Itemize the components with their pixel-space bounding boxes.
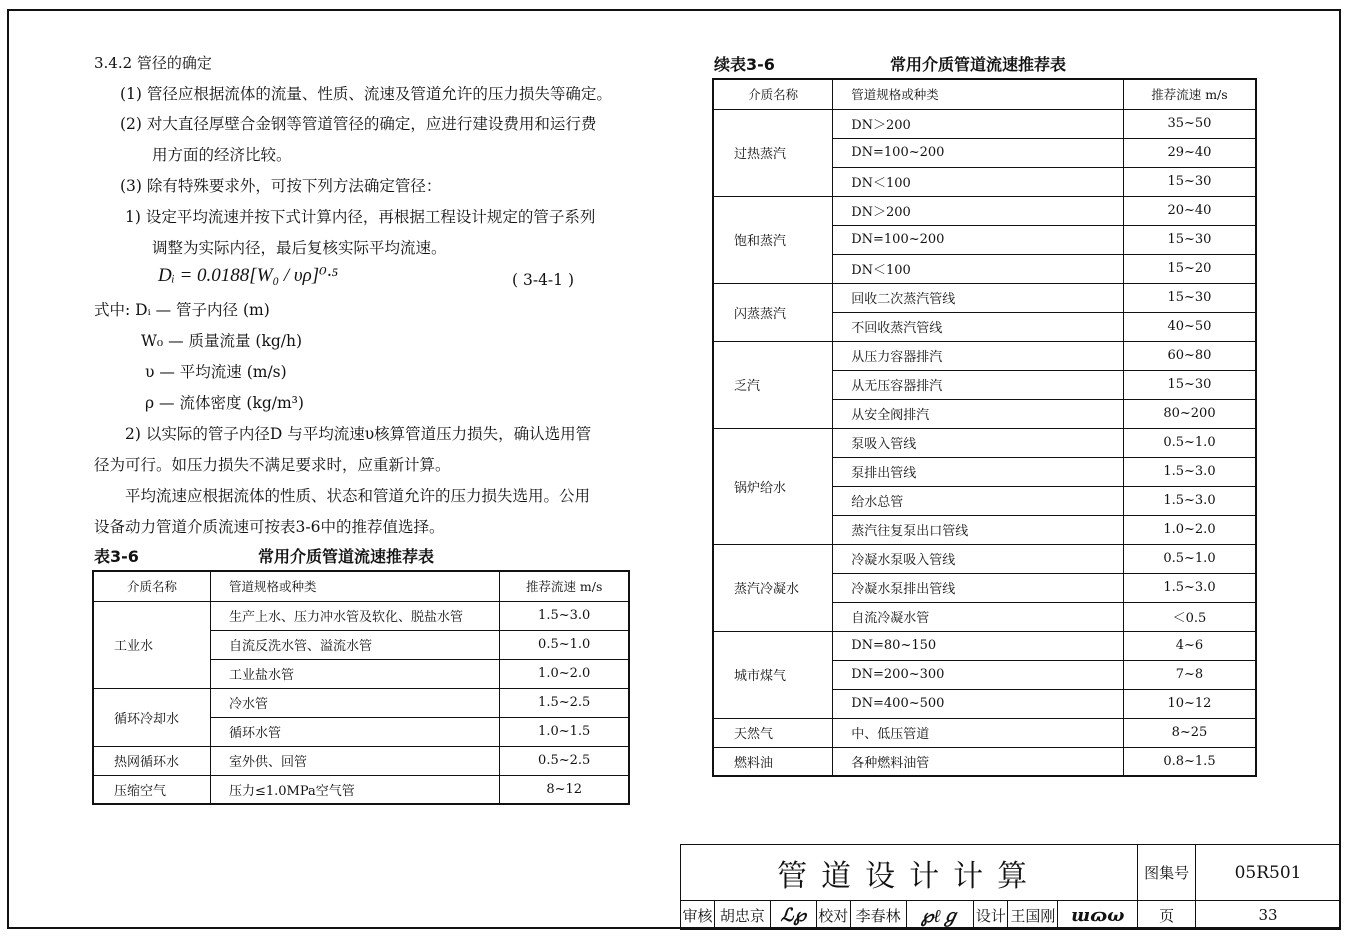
- medium-cell: 蒸汽冷凝水: [713, 544, 833, 631]
- table2: [712, 78, 1257, 777]
- table1-label: 表3-6: [94, 547, 139, 566]
- velocity-cell: 60~80: [1123, 341, 1256, 370]
- spec-cell: 从安全阀排汽: [833, 399, 1124, 428]
- table-header-row: [713, 79, 1256, 109]
- page-label: 页: [1138, 901, 1196, 930]
- where-w0: W₀ — 质量流量 (kg/h): [141, 332, 303, 350]
- medium-cell: 饱和蒸汽: [713, 196, 833, 283]
- table-row: [713, 747, 1256, 776]
- medium-cell: 循环冷却水: [93, 688, 210, 746]
- medium-cell: 工业水: [93, 601, 210, 688]
- velocity-cell: 8~25: [1123, 718, 1256, 747]
- velocity-cell: 0.5~1.0: [1123, 428, 1256, 457]
- velocity-cell: 80~200: [1123, 399, 1256, 428]
- where-v: υ — 平均流速 (m/s): [145, 363, 287, 381]
- paragraph-5b: 径为可行。如压力损失不满足要求时，应重新计算。: [94, 456, 451, 474]
- reviewer-signature: ℒ℘: [770, 901, 816, 930]
- velocity-cell: 40~50: [1123, 312, 1256, 341]
- checker-name: 李春林: [850, 901, 906, 930]
- design-label: 设计: [974, 901, 1008, 930]
- table-header-cell: 管道规格或种类: [210, 571, 499, 601]
- spec-cell: DN=100~200: [833, 138, 1124, 167]
- velocity-cell: 15~30: [1123, 283, 1256, 312]
- table-row: [713, 283, 1256, 312]
- table-row: [713, 631, 1256, 660]
- designer-name: 王国刚: [1008, 901, 1058, 930]
- medium-cell: 热网循环水: [93, 746, 210, 775]
- spec-cell: 各种燃料油管: [833, 747, 1124, 776]
- spec-cell: 生产上水、压力冲水管及软化、脱盐水管: [210, 601, 499, 630]
- where-rho: ρ — 流体密度 (kg/m³): [145, 394, 304, 412]
- spec-cell: 泵吸入管线: [833, 428, 1124, 457]
- medium-cell: 闪蒸蒸汽: [713, 283, 833, 341]
- medium-cell: 乏汽: [713, 341, 833, 428]
- velocity-cell: 1.5~3.0: [1123, 457, 1256, 486]
- spec-cell: DN＜100: [833, 167, 1124, 196]
- spec-cell: 冷凝水泵吸入管线: [833, 544, 1124, 573]
- table-header-cell: 推荐流速 m/s: [1123, 79, 1256, 109]
- checker-signature: ℘ℓℊ: [906, 901, 974, 930]
- check-label: 校对: [816, 901, 850, 930]
- page-number: 33: [1196, 901, 1341, 930]
- velocity-cell: 1.5~3.0: [1123, 573, 1256, 602]
- title-block: [680, 844, 1341, 930]
- velocity-cell: 29~40: [1123, 138, 1256, 167]
- spec-cell: 泵排出管线: [833, 457, 1124, 486]
- spec-cell: 不回收蒸汽管线: [833, 312, 1124, 341]
- table-header-cell: 推荐流速 m/s: [500, 571, 629, 601]
- table-row: [713, 196, 1256, 225]
- medium-cell: 天然气: [713, 718, 833, 747]
- review-label: 审核: [681, 901, 715, 930]
- medium-cell: 锅炉给水: [713, 428, 833, 544]
- paragraph-3: (3) 除有特殊要求外，可按下列方法确定管径：: [120, 177, 442, 195]
- velocity-cell: 1.0~2.0: [500, 659, 629, 688]
- table-header-cell: 介质名称: [713, 79, 833, 109]
- table-row: [713, 428, 1256, 457]
- spec-cell: 工业盐水管: [210, 659, 499, 688]
- velocity-cell: 20~40: [1123, 196, 1256, 225]
- atlas-number: 05R501: [1196, 845, 1341, 901]
- table1-title: 常用介质管道流速推荐表: [258, 547, 435, 566]
- spec-cell: 回收二次蒸汽管线: [833, 283, 1124, 312]
- paragraph-1: (1) 管径应根据流体的流量、性质、流速及管道允许的压力损失等确定。: [120, 85, 612, 103]
- table2-title: 常用介质管道流速推荐表: [890, 55, 1067, 74]
- spec-cell: 给水总管: [833, 486, 1124, 515]
- velocity-cell: 10~12: [1123, 689, 1256, 718]
- spec-cell: DN＜100: [833, 254, 1124, 283]
- spec-cell: DN=80~150: [833, 631, 1124, 660]
- velocity-cell: ＜0.5: [1123, 602, 1256, 631]
- table-header-cell: 管道规格或种类: [833, 79, 1124, 109]
- spec-cell: DN=100~200: [833, 225, 1124, 254]
- velocity-cell: 0.5~1.0: [1123, 544, 1256, 573]
- drawing-title: 管道设计计算: [681, 845, 1138, 901]
- velocity-cell: 4~6: [1123, 631, 1256, 660]
- velocity-cell: 7~8: [1123, 660, 1256, 689]
- reviewer-name: 胡忠京: [714, 901, 770, 930]
- paragraph-6b: 设备动力管道介质流速可按表3-6中的推荐值选择。: [94, 518, 445, 536]
- section-heading: 3.4.2 管径的确定: [94, 54, 212, 72]
- spec-cell: 从压力容器排汽: [833, 341, 1124, 370]
- spec-cell: 冷凝水泵排出管线: [833, 573, 1124, 602]
- spec-cell: DN＞200: [833, 109, 1124, 138]
- formula-number: ( 3-4-1 ): [512, 271, 575, 289]
- table-row: [713, 544, 1256, 573]
- spec-cell: 自流反洗水管、溢流水管: [210, 630, 499, 659]
- medium-cell: 压缩空气: [93, 775, 210, 804]
- paragraph-2b: 用方面的经济比较。: [152, 146, 292, 164]
- paragraph-6a: 平均流速应根据流体的性质、状态和管道允许的压力损失选用。公用: [125, 487, 591, 505]
- medium-cell: 过热蒸汽: [713, 109, 833, 196]
- table-row: [713, 341, 1256, 370]
- velocity-cell: 15~30: [1123, 225, 1256, 254]
- table2-label: 续表3-6: [714, 55, 775, 74]
- spec-cell: 压力≤1.0MPa空气管: [210, 775, 499, 804]
- paragraph-4b: 调整为实际内径，最后复核实际平均流速。: [152, 239, 447, 257]
- atlas-label: 图集号: [1138, 845, 1196, 901]
- velocity-cell: 1.5~3.0: [1123, 486, 1256, 515]
- table-header-cell: 介质名称: [93, 571, 210, 601]
- spec-cell: 蒸汽往复泵出口管线: [833, 515, 1124, 544]
- formula: Dᵢ = 0.0188[W₀ / υρ]⁰·⁵: [158, 265, 339, 286]
- paragraph-2a: (2) 对大直径厚壁合金钢等管道管径的确定，应进行建设费用和运行费: [120, 115, 597, 133]
- velocity-cell: 1.5~2.5: [500, 688, 629, 717]
- spec-cell: 中、低压管道: [833, 718, 1124, 747]
- velocity-cell: 15~20: [1123, 254, 1256, 283]
- velocity-cell: 15~30: [1123, 167, 1256, 196]
- designer-signature: ɯɷω: [1058, 901, 1138, 930]
- paragraph-4a: 1) 设定平均流速并按下式计算内径，再根据工程设计规定的管子系列: [125, 208, 596, 226]
- spec-cell: 自流冷凝水管: [833, 602, 1124, 631]
- table-row: [93, 601, 629, 630]
- table-header-row: [93, 571, 629, 601]
- velocity-cell: 0.5~2.5: [500, 746, 629, 775]
- velocity-cell: 1.0~2.0: [1123, 515, 1256, 544]
- spec-cell: 从无压容器排汽: [833, 370, 1124, 399]
- paragraph-5a: 2) 以实际的管子内径D 与平均流速υ核算管道压力损失，确认选用管: [125, 425, 592, 443]
- velocity-cell: 1.5~3.0: [500, 601, 629, 630]
- table-row: [93, 746, 629, 775]
- velocity-cell: 1.0~1.5: [500, 717, 629, 746]
- table-row: [93, 688, 629, 717]
- medium-cell: 燃料油: [713, 747, 833, 776]
- spec-cell: 循环水管: [210, 717, 499, 746]
- spec-cell: 冷水管: [210, 688, 499, 717]
- table1: [92, 570, 630, 805]
- table-row: [713, 718, 1256, 747]
- velocity-cell: 15~30: [1123, 370, 1256, 399]
- table-row: [713, 109, 1256, 138]
- spec-cell: DN＞200: [833, 196, 1124, 225]
- where-di: 式中: Dᵢ — 管子内径 (m): [94, 301, 270, 319]
- table-row: [93, 775, 629, 804]
- spec-cell: DN=200~300: [833, 660, 1124, 689]
- spec-cell: 室外供、回管: [210, 746, 499, 775]
- velocity-cell: 8~12: [500, 775, 629, 804]
- velocity-cell: 0.8~1.5: [1123, 747, 1256, 776]
- velocity-cell: 0.5~1.0: [500, 630, 629, 659]
- velocity-cell: 35~50: [1123, 109, 1256, 138]
- spec-cell: DN=400~500: [833, 689, 1124, 718]
- medium-cell: 城市煤气: [713, 631, 833, 718]
